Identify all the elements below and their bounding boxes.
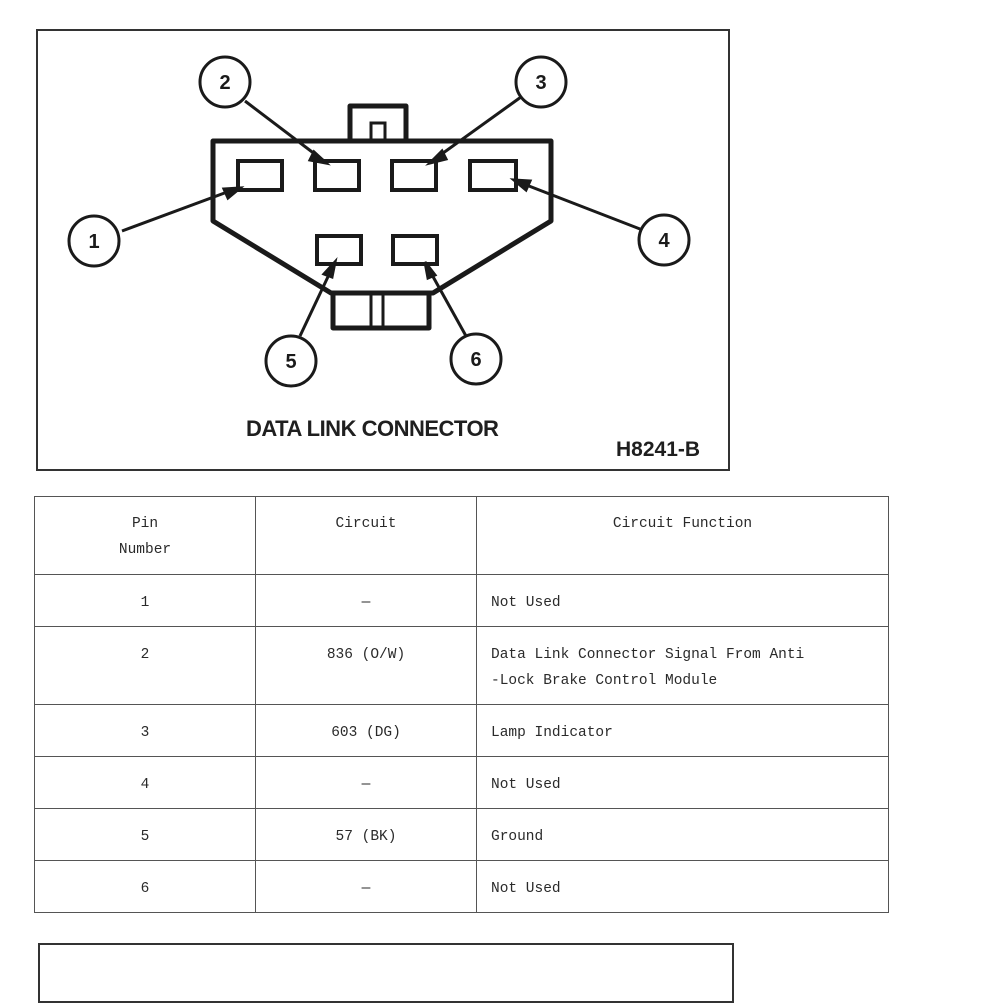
connector-diagram bbox=[38, 31, 728, 469]
table-row bbox=[35, 809, 889, 861]
table-header-row bbox=[35, 497, 889, 575]
callout-label-3: 3 bbox=[535, 72, 547, 94]
diagram-caption: DATA LINK CONNECTOR bbox=[246, 416, 499, 441]
table-row bbox=[35, 575, 889, 627]
callout-label-2: 2 bbox=[219, 72, 231, 94]
cell-pin: 3 bbox=[35, 705, 256, 757]
cell-function-line1: Data Link Connector Signal From Anti bbox=[491, 647, 805, 663]
pin-slot-6 bbox=[393, 236, 437, 264]
pin-slot-5 bbox=[317, 236, 361, 264]
leader-line-3 bbox=[432, 97, 521, 161]
pin-slot-4 bbox=[470, 161, 516, 190]
pin-slot-1 bbox=[238, 161, 282, 190]
table-row bbox=[35, 757, 889, 809]
header-pin-number bbox=[35, 497, 256, 575]
cell-function: Not Used bbox=[477, 861, 889, 913]
cell-circuit: — bbox=[256, 575, 477, 627]
cell-pin: 5 bbox=[35, 809, 256, 861]
table-row bbox=[35, 627, 889, 705]
header-pin-line2: Number bbox=[118, 542, 172, 558]
table-row bbox=[35, 705, 889, 757]
cell-circuit: — bbox=[256, 757, 477, 809]
cell-circuit: 603 (DG) bbox=[256, 705, 477, 757]
leader-arrowhead-3 bbox=[430, 151, 446, 163]
next-figure-frame bbox=[38, 943, 734, 1003]
header-pin-line1: Pin bbox=[131, 516, 159, 532]
callout-label-4: 4 bbox=[658, 230, 670, 252]
cell-function: Ground bbox=[477, 809, 889, 861]
pin-slot-3 bbox=[392, 161, 436, 190]
cell-pin: 1 bbox=[35, 575, 256, 627]
table-row bbox=[35, 861, 889, 913]
callout-label-5: 5 bbox=[285, 351, 297, 373]
cell-function: Not Used bbox=[477, 757, 889, 809]
cell-circuit: 836 (O/W) bbox=[256, 627, 477, 705]
callout-label-6: 6 bbox=[470, 349, 482, 371]
header-circuit: Circuit bbox=[256, 497, 477, 575]
top-latch-slot bbox=[371, 123, 385, 141]
cell-function: Lamp Indicator bbox=[477, 705, 889, 757]
connector-diagram-figure bbox=[36, 29, 730, 471]
leader-arrowhead-1 bbox=[224, 188, 240, 198]
figure-code: H8241-B bbox=[616, 438, 701, 461]
leader-line-4 bbox=[516, 181, 640, 229]
cell-pin: 2 bbox=[35, 627, 256, 705]
leader-line-2 bbox=[245, 101, 324, 161]
pin-circuit-table bbox=[34, 496, 889, 913]
cell-circuit: — bbox=[256, 861, 477, 913]
cell-pin: 6 bbox=[35, 861, 256, 913]
connector-body bbox=[213, 106, 551, 328]
leader-arrowhead-2 bbox=[310, 152, 326, 163]
header-circuit-function: Circuit Function bbox=[477, 497, 889, 575]
cell-function bbox=[477, 627, 889, 705]
callout-label-1: 1 bbox=[88, 231, 100, 253]
pin-slot-2 bbox=[315, 161, 359, 190]
cell-function-line2: -Lock Brake Control Module bbox=[491, 673, 718, 689]
cell-pin: 4 bbox=[35, 757, 256, 809]
cell-circuit: 57 (BK) bbox=[256, 809, 477, 861]
cell-function: Not Used bbox=[477, 575, 889, 627]
